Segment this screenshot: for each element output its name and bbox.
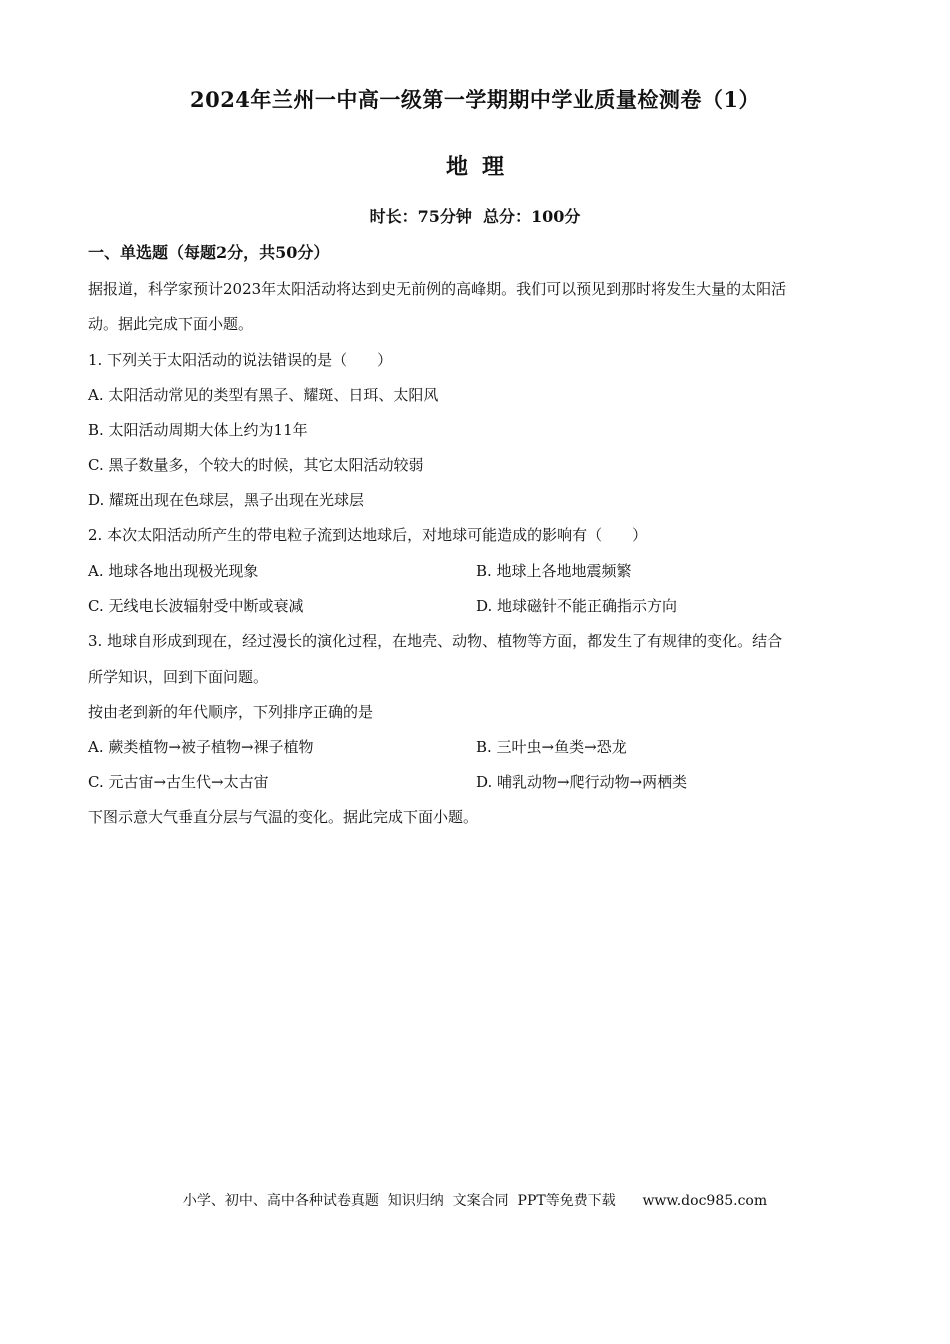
question-stem: 所学知识，回到下面问题。 xyxy=(88,668,269,686)
intro-paragraph-line: 下图示意大气垂直分层与气温的变化。据此完成下面小题。 xyxy=(88,808,479,826)
exam-title: 2024年兰州一中高一级第一学期期中学业质量检测卷（1） xyxy=(189,87,761,112)
subject-title: 地理 xyxy=(445,154,518,180)
section-heading: 一、单选题（每题2分，共50分） xyxy=(88,243,330,262)
option-b: B. 三叶虫→鱼类→恐龙 xyxy=(476,738,627,756)
option-b: B. 太阳活动周期大体上约为11年 xyxy=(88,421,308,439)
question-stem: 3. 地球自形成到现在，经过漫长的演化过程，在地壳、动物、植物等方面，都发生了有规律的变化。结合 xyxy=(88,632,783,650)
option-d: D. 耀斑出现在色球层，黑子出现在光球层 xyxy=(88,491,365,509)
question-stem: 2. 本次太阳活动所产生的带电粒子流到达地球后，对地球可能造成的影响有（ ） xyxy=(88,526,648,544)
footer-text: 小学、初中、高中各种试卷真题 知识归纳 文案合同 PPT等免费下载 www.doc985.com xyxy=(182,1193,768,1209)
option-a: A. 地球各地出现极光现象 xyxy=(88,562,259,580)
question-stem: 1. 下列关于太阳活动的说法错误的是（ ） xyxy=(88,351,393,369)
option-a: A. 蕨类植物→被子植物→裸子植物 xyxy=(88,738,314,756)
intro-paragraph-line: 动。据此完成下面小题。 xyxy=(88,315,254,333)
option-c: C. 元古宙→古生代→太古宙 xyxy=(88,773,269,791)
option-b: B. 地球上各地地震频繁 xyxy=(476,562,632,580)
intro-paragraph-line: 据报道，科学家预计2023年太阳活动将达到史无前例的高峰期。我们可以预见到那时将发生大量的太阳活 xyxy=(88,280,787,298)
option-c: C. 黑子数量多，个较大的时候，其它太阳活动较弱 xyxy=(88,456,424,474)
option-a: A. 太阳活动常见的类型有黑子、耀斑、日珥、太阳风 xyxy=(88,386,439,404)
option-c: C. 无线电长波辐射受中断或衰减 xyxy=(88,597,304,615)
option-d: D. 地球磁针不能正确指示方向 xyxy=(476,597,678,615)
option-d: D. 哺乳动物→爬行动物→两栖类 xyxy=(476,773,688,791)
exam-meta: 时长：75分钟 总分：100分 xyxy=(369,207,581,226)
question-stem: 按由老到新的年代顺序，下列排序正确的是 xyxy=(88,703,374,721)
